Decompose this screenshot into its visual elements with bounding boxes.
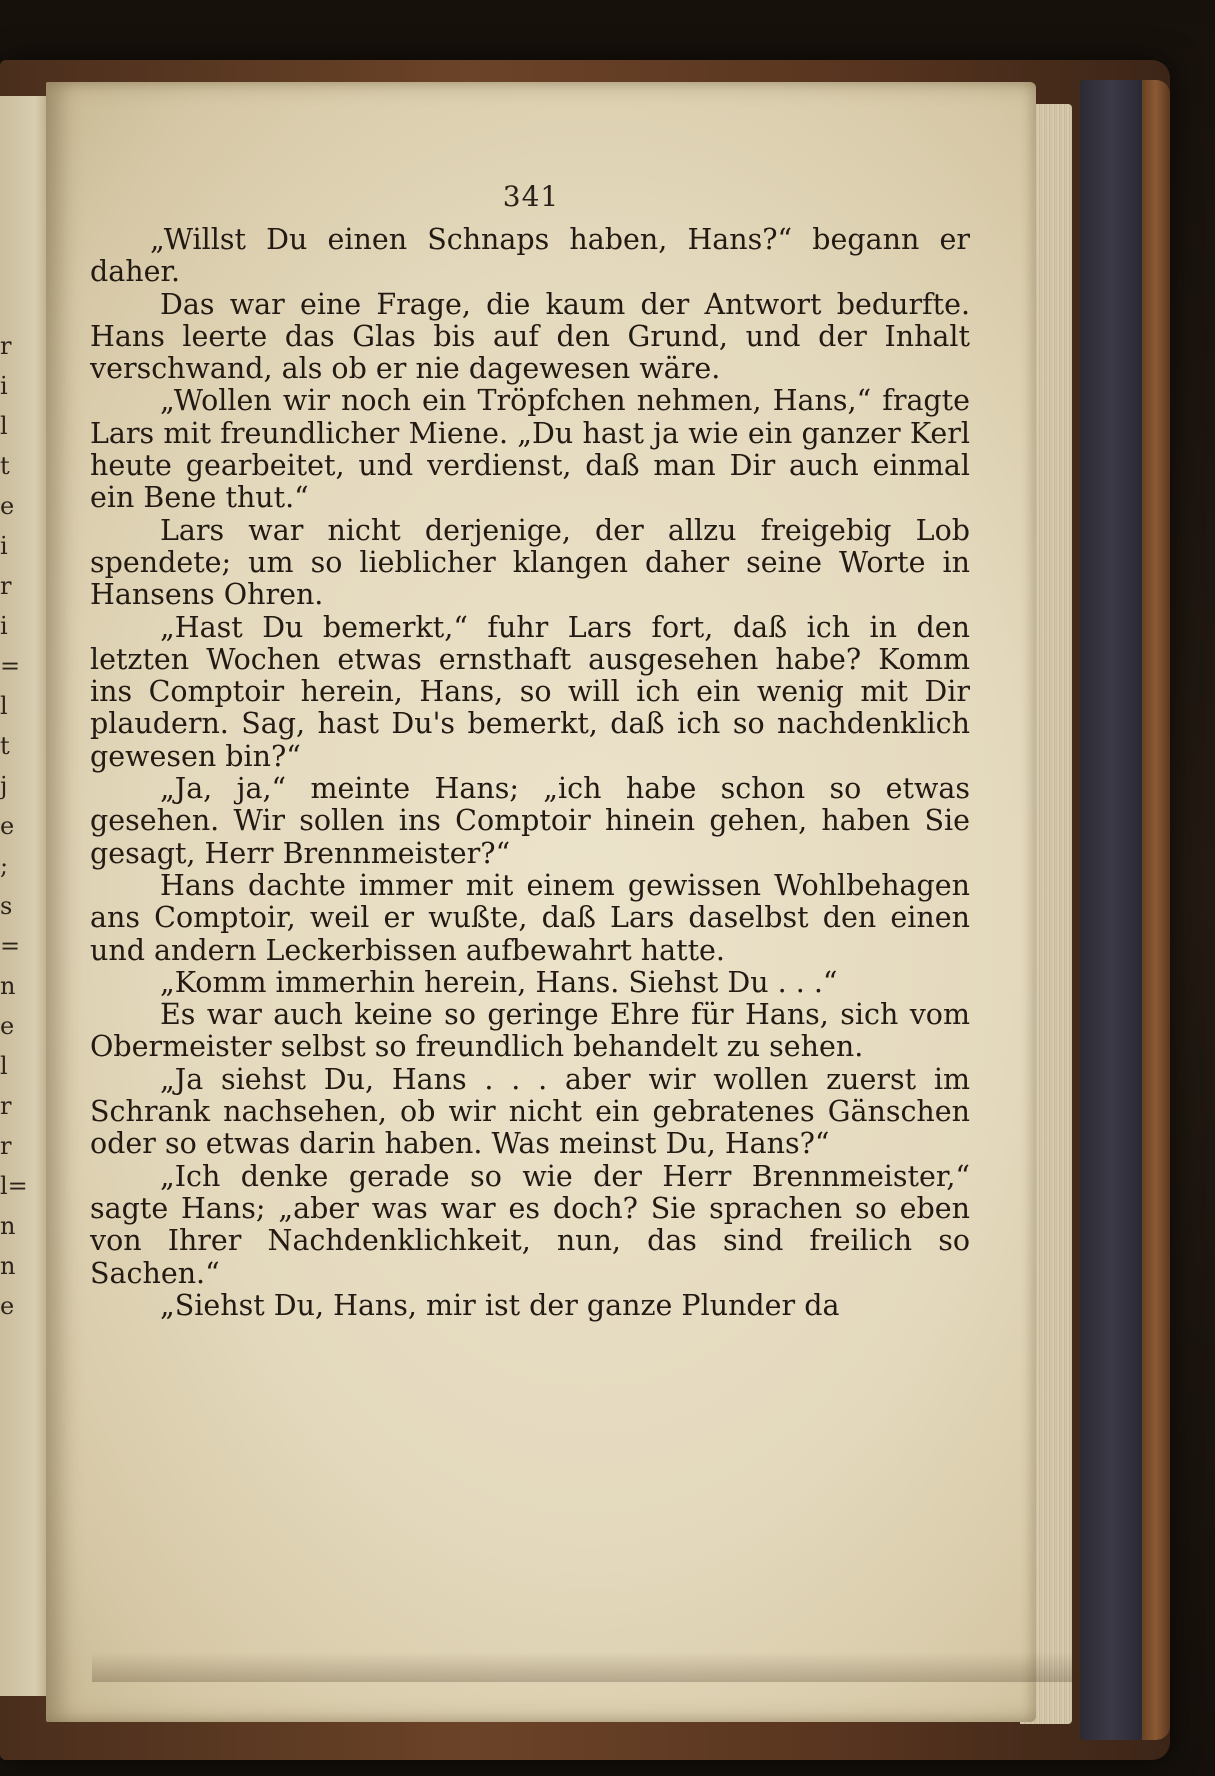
left-page-fragment: l (0, 692, 8, 720)
left-page-fragment: l (0, 412, 8, 440)
paragraph: Das war eine Frage, die kaum der Antwort bedurfte. Hans leerte das Glas bis auf den Grund, und der Inhalt verschwand, als ob er nie dagewesen wäre. (90, 287, 970, 386)
left-page-fragment: e (0, 1012, 15, 1040)
left-page-fragment: e (0, 1292, 15, 1320)
left-page-fragment: r (0, 1092, 12, 1120)
left-page-fragment: l= (0, 1172, 28, 1200)
left-page-fragment: s (0, 892, 13, 920)
paragraph: Lars war nicht derjenige, der allzu freigebig Lob spendete; um so lieblicher klangen daher seine Worte in Hansens Ohren. (90, 513, 970, 612)
book-cover-edge (1080, 80, 1170, 1740)
left-page-fragment: n (0, 972, 16, 1000)
paragraph: „Hast Du bemerkt,“ fuhr Lars fort, daß ich in den letzten Wochen etwas ernsthaft ausgesehen habe? Komm ins Comptoir herein, Hans, so will ich ein wenig mit Dir plaudern. Sag, hast Du's bemerkt, daß ich so nachdenklich gewesen bin?“ (90, 610, 970, 773)
left-page-fragment: t (0, 732, 10, 760)
paragraph: „Ja, ja,“ meinte Hans; „ich habe schon so etwas gesehen. Wir sollen ins Comptoir hinein gehen, haben Sie gesagt, Herr Brennmeister?“ (90, 772, 970, 870)
left-page-fragment: e (0, 812, 15, 840)
left-page-fragment: i (0, 532, 8, 560)
paragraph: „Komm immerhin herein, Hans. Siehst Du . . .“ (160, 965, 838, 999)
left-page-fragment: n (0, 1212, 16, 1240)
left-page-fragment: r (0, 332, 12, 360)
paragraph: „Siehst Du, Hans, mir ist der ganze Plunder da (160, 1288, 840, 1322)
left-page-fragment: r (0, 1132, 12, 1160)
left-page-fragment: j (0, 772, 8, 800)
left-page-fragment: l (0, 1052, 8, 1080)
book-page (46, 82, 1036, 1722)
paragraph: „Ich denke gerade so wie der Herr Brennmeister,“ sagte Hans; „aber was war es doch? Sie sprachen so eben von Ihrer Nachdenklichkeit, nun, das sind freilich so Sachen.“ (90, 1159, 970, 1290)
left-page-fragment: i (0, 372, 8, 400)
left-page-fragment: i (0, 612, 8, 640)
left-page-fragments (0, 326, 28, 1326)
page-number: 341 (502, 180, 560, 213)
page-shadow (92, 1652, 1082, 1682)
left-page-fragment: ; (0, 852, 9, 880)
paragraph: Es war auch keine so geringe Ehre für Hans, sich vom Obermeister selbst so freundlich behandelt zu sehen. (90, 998, 970, 1064)
page-text (90, 224, 970, 1322)
left-page-fragment: = (0, 652, 21, 680)
left-page-fragment: e (0, 492, 15, 520)
paragraph: Hans dachte immer mit einem gewissen Wohlbehagen ans Comptoir, weil er wußte, daß Lars daselbst den einen und andern Leckerbissen aufbewahrt hatte. (90, 868, 970, 967)
left-page-fragment: n (0, 1252, 16, 1280)
left-page-fragment: t (0, 452, 10, 480)
paragraph: „Willst Du einen Schnaps haben, Hans?“ begann er daher. (90, 223, 970, 289)
left-page-fragment: r (0, 572, 12, 600)
paragraph: „Ja siehst Du, Hans . . . aber wir wollen zuerst im Schrank nachsehen, ob wir nicht ein gebratenes Gänschen oder so etwas darin haben. Was meinst Du, Hans?“ (90, 1062, 970, 1161)
paragraph: „Wollen wir noch ein Tröpfchen nehmen, Hans,“ fragte Lars mit freundlicher Miene. „Du hast ja wie ein ganzer Kerl heute gearbeitet, und verdienst, daß man Dir auch einmal ein Bene thut.“ (90, 384, 970, 515)
left-page-fragment: = (0, 932, 21, 960)
left-page-edge (0, 96, 50, 1696)
